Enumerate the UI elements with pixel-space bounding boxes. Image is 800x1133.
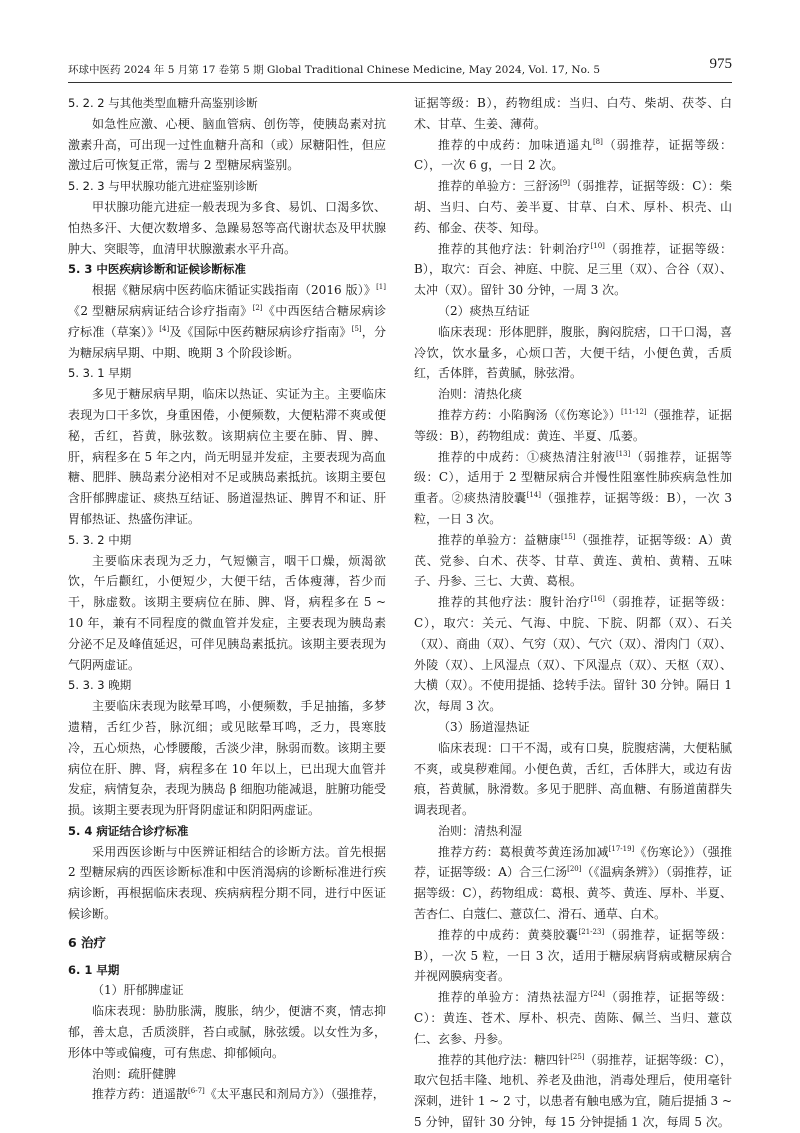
text-span: （《温病条辨》）（弱推荐，证据等级：C），药物组成：葛根、黄芩、黄连、厚朴、半夏、苦杏仁、白蔻仁、薏苡仁、滑石、通草、白术。 [414,865,732,922]
syndrome-3-clinical: 临床表现：口干不渴，或有口臭，脘腹痞满，大便粘腻不爽，或臭秽难闻。小便色黄，舌红，舌体胖大，或边有齿痕，苔黄腻，脉滑数。多见于肥胖、高血糖、有肠道菌群失调表现者。 [414,740,732,818]
heading-5-2-3: 5. 2. 3 与甲状腺功能亢进症鉴别诊断 [68,179,258,194]
text-span: 推荐的中成药：黄葵胶囊 [438,927,579,942]
syndrome-1-prescription [68,1084,386,1105]
text-span: 《太平惠民和剂局方》）（强推荐， [204,1087,385,1102]
text-span: （弱推荐，证据等级：B），一次 5 粒，一日 3 次，适用于糖尿病肾病或糖尿病合并视网膜病变者。 [414,927,732,984]
text-span: （弱推荐，证据等级：B），取穴：百会、神庭、中脘、足三里（双）、合谷（双）、太冲（双）。留针 30 分钟，一周 3 次。 [414,241,732,298]
text-span: 推荐方药：葛根黄芩黄连汤加减 [438,844,609,859]
text-span: 推荐的单验方：清热祛湿方 [438,990,591,1005]
heading-5-4: 5. 4 病证结合诊疗标准 [68,823,189,838]
heading-5-3-1: 5. 3. 1 早期 [68,366,132,381]
reference-mark: [2] [252,303,263,312]
syndrome-2-prescription [414,405,732,447]
paragraph-5-3-3: 主要临床表现为眩晕耳鸣，小便频数，手足抽搐，多梦遗精，舌红少苔，脉沉细；或见眩晕耳鸣，乏力，畏寒肢冷，五心烦热，心悸腰酸，舌淡少津，脉弱而数。该期主要病位在肝、脾、肾，病程多在 10 年以上，已出现大血管并发症，病情复杂，表现为胰岛 β 细胞功能减退，脏腑功能受损。该期主要表现为肝肾阴虚证和阴阳两虚证。 [68,699,386,818]
heading-5-2-2: 5. 2. 2 与其他类型血糖升高鉴别诊断 [68,96,258,110]
text-span: 推荐的其他疗法：腹针治疗 [438,595,591,610]
reference-mark: [11-12] [621,407,647,416]
syndrome-2-other [414,592,732,717]
left-column [68,93,386,1105]
heading-5-3: 5. 3 中医疾病诊断和证候诊断标准 [68,262,246,277]
reference-mark: [13] [615,449,631,458]
text-span: （弱推荐，证据等级：C）：黄连、苍术、厚朴、枳壳、茵陈、佩兰、当归、薏苡仁、玄参、丹参。 [414,990,732,1046]
heading-5-3-2: 5. 3. 2 中期 [68,532,132,547]
reference-mark: [4] [159,324,170,333]
syndrome-1-clinical: 临床表现：胁肋胀满，腹胀，纳少，便溏不爽，情志抑郁，善太息，舌质淡胖，苔白或腻，脉弦缓。以女性为多，形体中等或偏瘦，可有焦虑、抑郁倾向。 [68,1004,386,1060]
syndrome-3-prescription [414,842,732,925]
syndrome-3-single [414,987,732,1049]
text-span: 推荐的单验方：益糖康 [438,532,562,547]
text-span: 推荐的中成药：加味逍遥丸 [438,137,593,152]
syndrome-1-prescription-cont: 证据等级：B），药物组成：当归、白芍、柴胡、茯苓、白术、甘草、生姜、薄荷。 [414,96,732,131]
running-header [68,56,732,84]
text-span: 根据《糖尿病中医药临床循证实践指南（2016 版）》 [92,283,377,298]
text-span: 《2 型糖尿病病证结合诊疗指南》 [68,303,253,318]
reference-mark: [15] [561,532,576,541]
paragraph-5-3-2: 主要临床表现为乏力，气短懒言，咽干口燥，烦渴欲饮，午后颧红，小便短少，大便干结，舌体瘦薄，苔少而干，脉虚数。该期主要病位在肺、脾、肾，病程多在 5 ~ 10 年，兼有不同程度的微血管并发症，主要表现为胰岛素分泌不足及峰值延迟，可伴见胰岛素抵抗。该期主要表现为气阴两虚证。 [68,553,386,672]
text-span: ，分为糖尿病早期、中期、晚期 3 个阶段诊断。 [68,324,386,360]
syndrome-3-title: （3）肠道湿热证 [438,719,530,734]
syndrome-1-other [414,239,732,301]
syndrome-1-principle: 治则：疏肝健脾 [92,1066,177,1081]
reference-mark: [20] [567,865,582,874]
paragraph-5-3 [68,280,386,363]
syndrome-2-single [414,530,732,592]
text-span: （弱推荐，证据等级：C），取穴包括丰隆、地机、养老及曲池，消毒处理后，使用毫针深刺，进针 1 ~ 2 寸，以患者有触电感为宜，随后提插 3 ~ 5 分钟，留针 30 分钟，每 15 分钟提插 1 次，每周 5 次。 [414,1052,732,1130]
text-span: 推荐的单验方：三舒汤 [438,179,561,194]
syndrome-2-principle: 治则：清热化痰 [438,387,523,402]
reference-mark: [16] [590,595,605,604]
text-span: （弱推荐，证据等级：C），一次 6 g，一日 2 次。 [414,137,732,173]
paragraph-5-4: 采用西医诊断与中医辨证相结合的诊断方法。首先根据 2 型糖尿病的西医诊断标准和中医消渴病的诊断标准进行疾病诊断，再根据临床表现、疾病病程分期不同，进行中医证候诊断。 [68,844,386,922]
syndrome-1-title: （1）肝郁脾虚证 [92,983,184,998]
text-span: 推荐的其他疗法：糖四针 [438,1052,571,1067]
text-span: 《伤寒论》）（强推荐，证据等级：A）合三仁汤 [414,844,732,880]
reference-mark: [5] [351,324,362,333]
syndrome-2-clinical: 临床表现：形体肥胖，腹胀，胸闷脘痞，口干口渴，喜冷饮，饮水量多，心烦口苦，大便干结，小便色黄，舌质红，舌体胖，苔黄腻，脉弦滑。 [414,324,732,381]
page-number: 975 [709,56,732,72]
reference-mark: [6-7] [188,1087,205,1096]
text-span: 推荐的其他疗法：针刺治疗 [438,241,591,256]
reference-mark: [25] [570,1052,585,1061]
text-span: 《中西医结合糖尿病诊疗标准（草案）》 [68,303,386,339]
text-span: （强推荐，证据等级：B），一次 3 粒，一日 3 次。 [414,491,732,526]
reference-mark: [9] [560,179,570,188]
reference-mark: [21-23] [578,927,605,936]
header-rule [68,82,732,83]
paragraph-5-2-2: 如急性应激、心梗、脑血管病、创伤等，使胰岛素对抗激素升高，可出现一过性血糖升高和（或）尿糖阳性，但应激过后可恢复正常，需与 2 型糖尿病鉴别。 [68,116,386,173]
syndrome-3-patent [414,925,732,987]
journal-citation: 环球中医药 2024 年 5 月第 17 卷第 5 期 Global Traditional Chinese Medicine, May 2024, Vol. 17, No. 5 [68,64,601,76]
reference-mark: [24] [590,990,605,999]
syndrome-2-title: （2）痰热互结证 [438,303,530,318]
reference-mark: [1] [376,283,386,292]
syndrome-1-patent [414,135,732,177]
paragraph-5-3-1: 多见于糖尿病早期，临床以热证、实证为主。主要临床表现为口干多饮，身重困倦，小便频数，大便粘滞不爽或便秘，舌红，苔黄，脉弦数。该期病位主要在肺、胃、脾、肝，病程多在 5 年之内，尚无明显并发症，主要表现为高血糖、肥胖、胰岛素分泌相对不足或胰岛素抵抗。该期主要包含肝郁脾虚证、痰热互结证、肠道湿热证、脾胃不和证、肝胃郁热证、热盛伤津证。 [68,387,386,526]
reference-mark: [14] [526,491,541,500]
text-span: （弱推荐，证据等级：C），取穴：关元、气海、中脘、下脘、阴都（双）、石关（双）、商曲（双）、气穷（双）、气穴（双）、滑肉门（双）、外陵（双）、上风湿点（双）、下风湿点（双）、天枢（双）、大横（双）。不使用提插、捻转手法。留针 30 分钟。隔日 1 次，每周 3 次。 [414,595,733,714]
text-span: （弱推荐，证据等级：C），适用于 2 型糖尿病合并慢性阻塞性肺疾病急性加重者。②痰热清胶囊 [414,449,732,506]
reference-mark: [10] [590,241,605,250]
heading-6-1: 6. 1 早期 [68,962,120,977]
text-span: 推荐方药：小陷胸汤（《伤寒论》） [438,407,622,422]
text-span: （强推荐，证据等级：A）黄芪、党参、白术、茯苓、甘草、黄连、黄柏、黄精、五味子、丹参、三七、大黄、葛根。 [414,532,732,589]
heading-5-3-3: 5. 3. 3 晚期 [68,678,132,693]
heading-6: 6 治疗 [68,934,107,950]
reference-mark: [17-19] [608,844,635,853]
right-column [414,93,732,1133]
paragraph-5-2-3: 甲状腺功能亢进症一般表现为多食、易饥、口渴多饮、怕热多汗、大便次数增多、急躁易怒等高代谢状态及甲状腺肿大、突眼等，血清甲状腺激素水平升高。 [68,199,386,256]
reference-mark: [8] [592,137,603,146]
text-span: （强推荐，证据等级：B），药物组成：黄连、半夏、瓜蒌。 [414,407,732,443]
syndrome-3-principle: 治则：清热利湿 [438,823,523,838]
text-span: 推荐的中成药：①痰热清注射液 [438,449,616,464]
text-span: 推荐方药：逍遥散 [92,1087,189,1102]
syndrome-2-patent [414,447,732,530]
syndrome-1-single [414,176,732,238]
text-span: （弱推荐，证据等级：C）：柴胡、当归、白芍、姜半夏、甘草、白术、厚朴、枳壳、山药、郁金、茯苓、知母。 [414,179,732,235]
text-span: 及《国际中医药糖尿病诊疗指南》 [169,324,352,339]
syndrome-3-other [414,1050,732,1133]
